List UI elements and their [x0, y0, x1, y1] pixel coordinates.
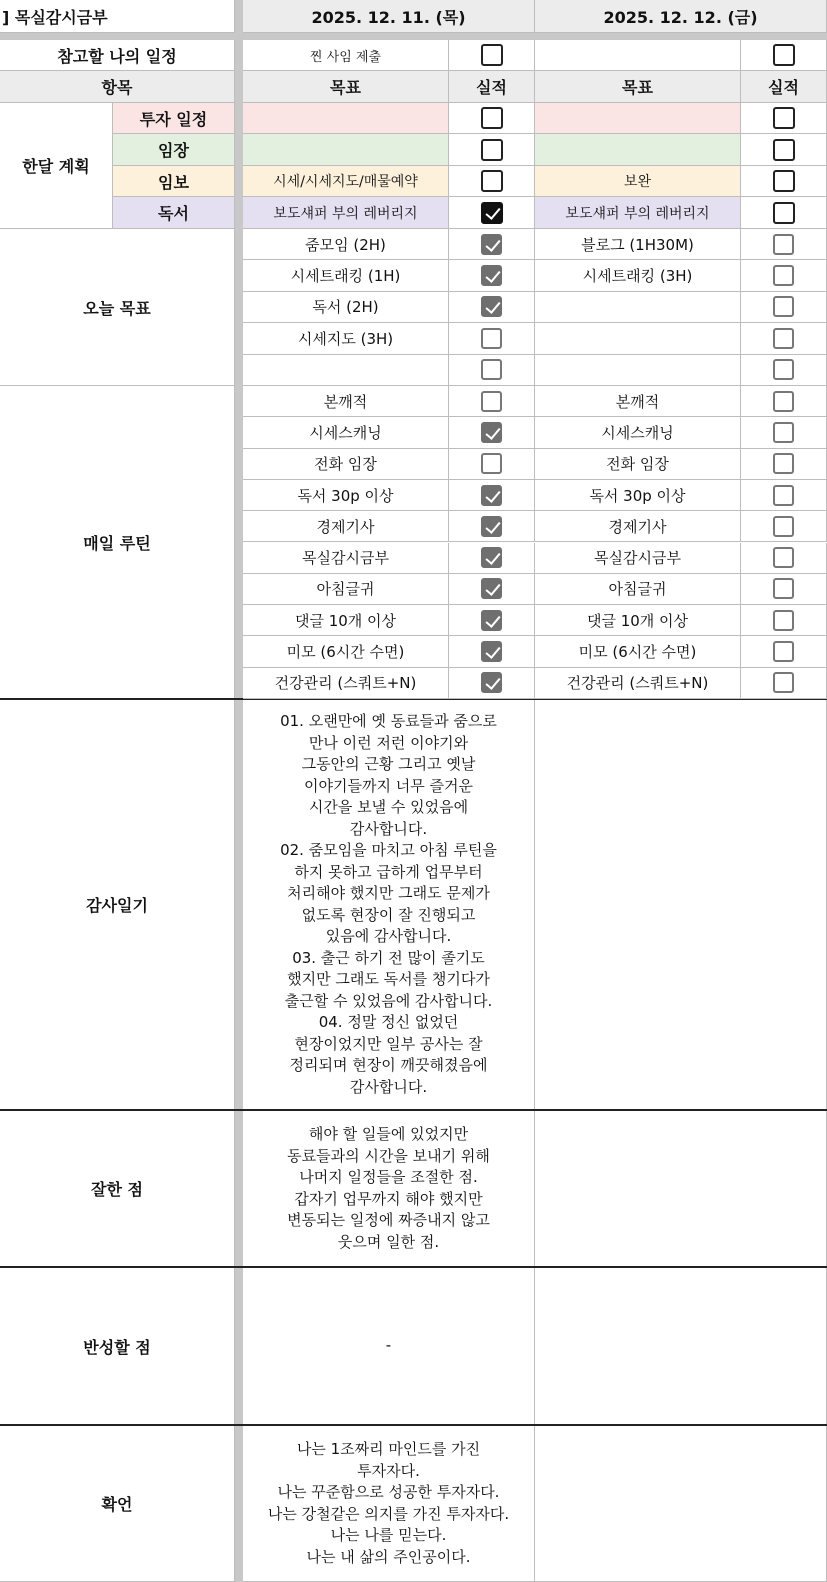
- routine-goal-day2-0[interactable]: 본깨적: [535, 386, 741, 417]
- checkbox[interactable]: [481, 234, 502, 255]
- checkbox[interactable]: [481, 107, 503, 129]
- reflect-label: 반성할 점: [0, 1268, 235, 1425]
- checkbox[interactable]: [481, 610, 502, 631]
- routine-check-day1-9-cell: [449, 668, 535, 699]
- routine-goal-day2-7[interactable]: 댓글 10개 이상: [535, 605, 741, 636]
- checkbox[interactable]: [773, 391, 794, 412]
- checkbox[interactable]: [481, 265, 502, 286]
- column-item: 항목: [0, 71, 235, 103]
- routine-goal-day1-8[interactable]: 미모 (6시간 수면): [243, 636, 449, 667]
- affirm-day2[interactable]: [535, 1426, 827, 1582]
- checkbox[interactable]: [773, 139, 795, 161]
- column-separator: [235, 0, 243, 1582]
- checkbox[interactable]: [481, 202, 503, 224]
- monthly-label-2: 임보: [113, 166, 235, 197]
- routine-check-day2-1-cell: [741, 417, 827, 448]
- reference-day2[interactable]: [535, 40, 741, 71]
- today-goal-day2-1[interactable]: 시세트래킹 (3H): [535, 260, 741, 291]
- routine-goal-day1-3[interactable]: 독서 30p 이상: [243, 480, 449, 511]
- checkbox[interactable]: [773, 170, 795, 192]
- gratitude-day1[interactable]: 01. 오랜만에 옛 동료들과 줌으로 만나 이런 저런 이야기와 그동안의 근황 그리고 옛날 이야기들까지 너무 즐거운 시간을 보낼 수 있었음에 감사합니다. 02. 줌모임을 마치고 아침 루틴을 하지 못하고 급하게 업무부터 처리해야 했지만 그래도 문제가 없도록 현장이 잘 진행되고 있음에 감사합니다. 03. 출근 하기 전 많이 졸기도 했지만 그래도 독서를 챙기다가 출근할 수 있었음에 감사합니다. 04. 정말 정신 없었던 현장이었지만 일부 공사는 잘 정리되며 현장이 깨끗해졌음에 감사합니다.: [243, 700, 535, 1110]
- today-goal-day1-0[interactable]: 줌모임 (2H): [243, 229, 449, 260]
- gratitude-label: 감사일기: [0, 700, 235, 1110]
- today-check-day2-4-cell: [741, 355, 827, 386]
- routine-goal-day1-4[interactable]: 경제기사: [243, 511, 449, 542]
- checkbox[interactable]: [773, 516, 794, 537]
- monthly-check-day2-1-cell: [741, 134, 827, 166]
- routine-check-day2-6-cell: [741, 574, 827, 605]
- monthly-label-3: 독서: [113, 197, 235, 229]
- column-done-day1: 실적: [449, 71, 535, 103]
- checkbox[interactable]: [773, 296, 794, 317]
- checkbox[interactable]: [481, 170, 503, 192]
- checkbox[interactable]: [481, 422, 502, 443]
- checkbox[interactable]: [773, 547, 794, 568]
- routine-check-day2-5-cell: [741, 543, 827, 574]
- checkbox[interactable]: [773, 422, 794, 443]
- checkbox[interactable]: [481, 485, 502, 506]
- routine-check-day2-7-cell: [741, 605, 827, 636]
- today-check-day1-0-cell: [449, 229, 535, 260]
- today-goal-day1-1[interactable]: 시세트래킹 (1H): [243, 260, 449, 291]
- monthly-check-day1-2-cell: [449, 166, 535, 197]
- today-check-day1-3-cell: [449, 323, 535, 354]
- monthly-check-day2-2-cell: [741, 166, 827, 197]
- today-group-label: 오늘 목표: [0, 229, 235, 386]
- routine-goal-day2-8[interactable]: 미모 (6시간 수면): [535, 636, 741, 667]
- checkbox[interactable]: [481, 641, 502, 662]
- monthly-check-day1-0-cell: [449, 103, 535, 134]
- today-goal-day2-0[interactable]: 블로그 (1H30M): [535, 229, 741, 260]
- column-goal-day1: 목표: [243, 71, 449, 103]
- date-day2: 2025. 12. 12. (금): [535, 0, 827, 33]
- monthly-goal-day1-1[interactable]: [243, 134, 449, 166]
- reference-day1[interactable]: 찐 사임 제출: [243, 40, 449, 71]
- monthly-goal-day2-0[interactable]: [535, 103, 741, 134]
- reference-label: 참고할 나의 일정: [0, 40, 235, 71]
- routine-check-day2-0-cell: [741, 386, 827, 417]
- column-done-day2: 실적: [741, 71, 827, 103]
- checkbox[interactable]: [773, 359, 794, 380]
- routine-goal-day1-0[interactable]: 본깨적: [243, 386, 449, 417]
- monthly-label-1: 임장: [113, 134, 235, 166]
- routine-check-day2-2-cell: [741, 449, 827, 480]
- routine-check-day2-8-cell: [741, 636, 827, 667]
- checkbox[interactable]: [773, 578, 794, 599]
- column-goal-day2: 목표: [535, 71, 741, 103]
- routine-check-day1-4-cell: [449, 511, 535, 542]
- checkbox[interactable]: [773, 453, 794, 474]
- today-check-day2-1-cell: [741, 260, 827, 291]
- checkbox[interactable]: [481, 296, 502, 317]
- monthly-goal-day1-0[interactable]: [243, 103, 449, 134]
- today-check-day2-0-cell: [741, 229, 827, 260]
- checkbox[interactable]: [481, 44, 503, 66]
- routine-goal-day2-1[interactable]: 시세스캐닝: [535, 417, 741, 448]
- checkbox[interactable]: [773, 265, 794, 286]
- routine-goal-day1-2[interactable]: 전화 임장: [243, 449, 449, 480]
- checkbox[interactable]: [481, 359, 502, 380]
- checkbox[interactable]: [481, 328, 502, 349]
- routine-check-day1-1-cell: [449, 417, 535, 448]
- monthly-label-0: 투자 일정: [113, 103, 235, 134]
- checkbox[interactable]: [773, 610, 794, 631]
- routine-goal-day1-6[interactable]: 아침글귀: [243, 574, 449, 605]
- gratitude-day2[interactable]: [535, 700, 827, 1110]
- reflect-day1[interactable]: -: [243, 1268, 535, 1425]
- routine-check-day2-3-cell: [741, 480, 827, 511]
- reference-check-day1-cell: [449, 40, 535, 71]
- well-done-label: 잘한 점: [0, 1111, 235, 1267]
- today-goal-day2-3[interactable]: [535, 323, 741, 354]
- today-check-day2-2-cell: [741, 292, 827, 323]
- checkbox[interactable]: [481, 516, 502, 537]
- routine-check-day1-0-cell: [449, 386, 535, 417]
- monthly-goal-day2-1[interactable]: [535, 134, 741, 166]
- monthly-check-day2-3-cell: [741, 197, 827, 229]
- today-check-day1-1-cell: [449, 260, 535, 291]
- checkbox[interactable]: [773, 234, 794, 255]
- today-check-day2-3-cell: [741, 323, 827, 354]
- checkbox[interactable]: [773, 107, 795, 129]
- routine-check-day1-2-cell: [449, 449, 535, 480]
- routine-goal-day2-6[interactable]: 아침글귀: [535, 574, 741, 605]
- monthly-check-day2-0-cell: [741, 103, 827, 134]
- checkbox[interactable]: [481, 672, 502, 693]
- monthly-goal-day2-2[interactable]: 보완: [535, 166, 741, 197]
- checkbox[interactable]: [481, 139, 503, 161]
- reference-check-day2-cell: [741, 40, 827, 71]
- today-goal-day1-3[interactable]: 시세지도 (3H): [243, 323, 449, 354]
- row-separator: [0, 33, 827, 40]
- routine-goal-day2-4[interactable]: 경제기사: [535, 511, 741, 542]
- checkbox[interactable]: [773, 44, 795, 66]
- monthly-goal-day2-3[interactable]: 보도섀퍼 부의 레버리지: [535, 197, 741, 229]
- sheet-title: ] 목실감시금부: [0, 0, 235, 33]
- affirm-label: 확언: [0, 1426, 235, 1582]
- today-check-day1-4-cell: [449, 355, 535, 386]
- routine-goal-day2-3[interactable]: 독서 30p 이상: [535, 480, 741, 511]
- routine-goal-day1-1[interactable]: 시세스캐닝: [243, 417, 449, 448]
- checkbox[interactable]: [481, 453, 502, 474]
- today-goal-day1-2[interactable]: 독서 (2H): [243, 292, 449, 323]
- routine-check-day1-5-cell: [449, 543, 535, 574]
- monthly-check-day1-3-cell: [449, 197, 535, 229]
- monthly-check-day1-1-cell: [449, 134, 535, 166]
- checkbox[interactable]: [773, 485, 794, 506]
- routine-goal-day1-9[interactable]: 건강관리 (스쿼트+N): [243, 668, 449, 699]
- routine-check-day1-7-cell: [449, 605, 535, 636]
- today-goal-day2-4[interactable]: [535, 355, 741, 386]
- checkbox[interactable]: [481, 547, 502, 568]
- checkbox[interactable]: [773, 202, 795, 224]
- today-check-day1-2-cell: [449, 292, 535, 323]
- routine-check-day1-3-cell: [449, 480, 535, 511]
- routine-goal-day1-7[interactable]: 댓글 10개 이상: [243, 605, 449, 636]
- checkbox[interactable]: [481, 391, 502, 412]
- affirm-day1[interactable]: 나는 1조짜리 마인드를 가진 투자자다. 나는 꾸준함으로 성공한 투자자다. 나는 강철같은 의지를 가진 투자자다. 나는 나를 믿는다. 나는 내 삶의 주인공이다.: [243, 1426, 535, 1582]
- routine-goal-day2-9[interactable]: 건강관리 (스쿼트+N): [535, 668, 741, 699]
- today-goal-day2-2[interactable]: [535, 292, 741, 323]
- routine-check-day2-9-cell: [741, 668, 827, 699]
- well-done-day2[interactable]: [535, 1111, 827, 1267]
- reflect-day2[interactable]: [535, 1268, 827, 1425]
- routine-group-label: 매일 루틴: [0, 386, 235, 699]
- routine-goal-day2-5[interactable]: 목실감시금부: [535, 543, 741, 574]
- date-day1: 2025. 12. 11. (목): [243, 0, 535, 33]
- checkbox[interactable]: [481, 578, 502, 599]
- routine-check-day2-4-cell: [741, 511, 827, 542]
- today-goal-day1-4[interactable]: [243, 355, 449, 386]
- checkbox[interactable]: [773, 672, 794, 693]
- checkbox[interactable]: [773, 328, 794, 349]
- routine-check-day1-8-cell: [449, 636, 535, 667]
- checkbox[interactable]: [773, 641, 794, 662]
- routine-goal-day2-2[interactable]: 전화 임장: [535, 449, 741, 480]
- monthly-goal-day1-2[interactable]: 시세/시세지도/매물예약: [243, 166, 449, 197]
- routine-check-day1-6-cell: [449, 574, 535, 605]
- well-done-day1[interactable]: 해야 할 일들에 있었지만 동료들과의 시간을 보내기 위해 나머지 일정들을 조절한 점. 갑자기 업무까지 해야 했지만 변동되는 일정에 짜증내지 않고 웃으며 일한 점.: [243, 1111, 535, 1267]
- monthly-group-label: 한달 계획: [0, 103, 113, 229]
- monthly-goal-day1-3[interactable]: 보도섀퍼 부의 레버리지: [243, 197, 449, 229]
- routine-goal-day1-5[interactable]: 목실감시금부: [243, 543, 449, 574]
